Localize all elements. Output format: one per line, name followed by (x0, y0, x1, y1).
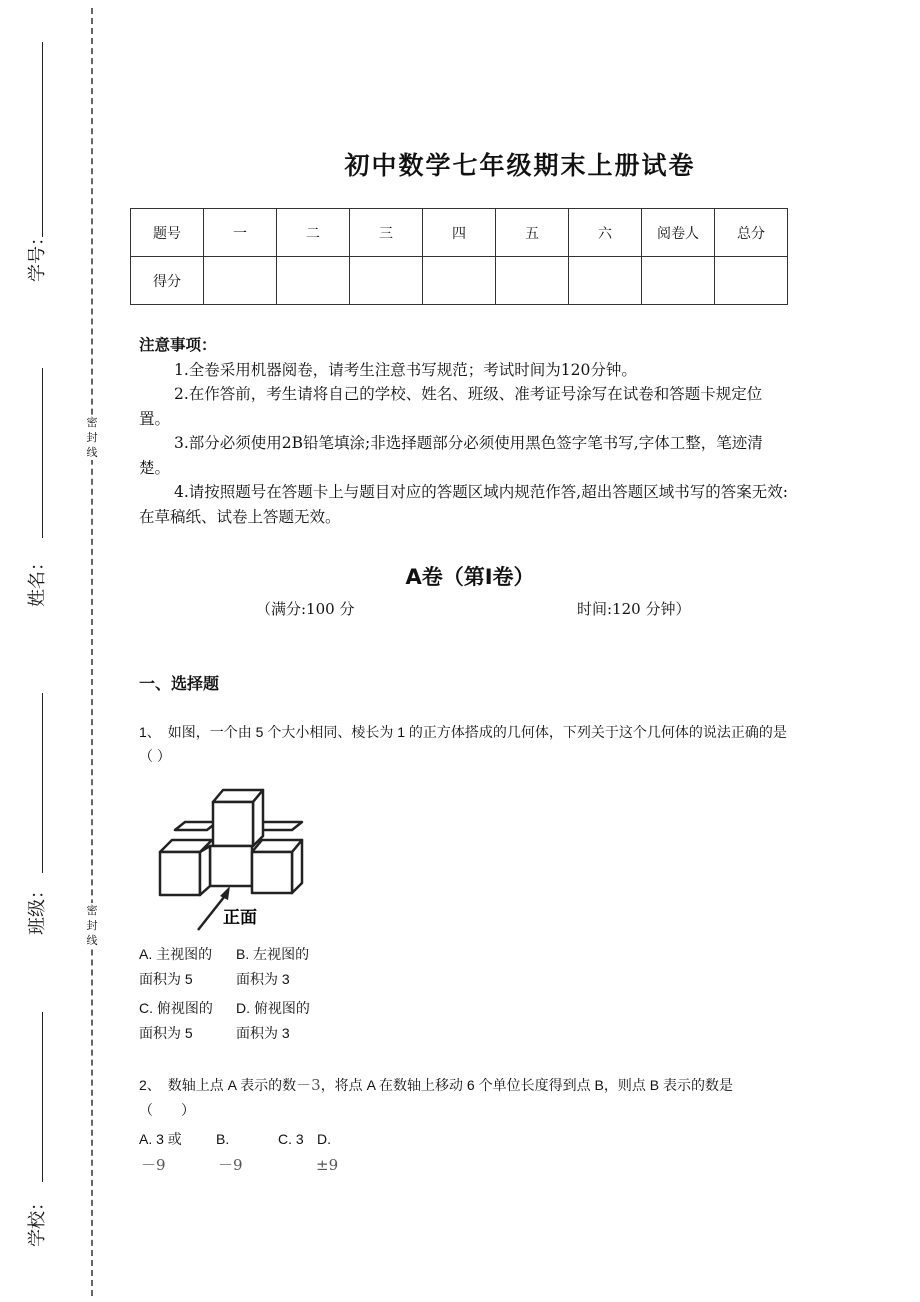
score-cell (569, 257, 642, 305)
score-header-cell: 二 (277, 209, 350, 257)
cube-top-face (252, 840, 302, 852)
score-table-score-row (131, 257, 788, 305)
exam-title: 初中数学七年级期末上册试卷 (344, 151, 696, 180)
option-a-line1: A. 主视图的 (139, 946, 213, 962)
score-header-cell: 总分 (715, 209, 788, 257)
name-blank-line (42, 368, 43, 538)
school-blank-line (42, 1012, 43, 1182)
section-a-title: A卷（第Ⅰ卷） (405, 565, 535, 589)
cube-front-face (160, 852, 200, 895)
q2-option-b: B. (216, 1131, 230, 1147)
score-cell (496, 257, 569, 305)
score-header-cell: 三 (350, 209, 423, 257)
q2-option-b-math: －9 (218, 1156, 243, 1174)
score-cell (277, 257, 350, 305)
question-2-paren: （ ） (139, 1102, 195, 1118)
name-label: 姓名： (27, 553, 48, 607)
cube-top-face (175, 822, 217, 830)
score-cell (642, 257, 715, 305)
seal-line-text-lower: 密封线 (84, 903, 100, 948)
score-table (130, 208, 788, 305)
score-header-cell: 题号 (131, 209, 204, 257)
option-d-line2: 面积为 3 (236, 1025, 290, 1041)
score-cell (715, 257, 788, 305)
cube-front-face (213, 802, 253, 846)
seal-line-text-upper: 密封线 (84, 415, 100, 460)
binding-dashed-line (91, 8, 93, 1296)
class-blank-line (42, 693, 43, 873)
option-b-line2: 面积为 3 (236, 971, 290, 987)
q2-option-d-math: ±9 (316, 1156, 339, 1174)
cube-front-face (210, 846, 252, 886)
score-row-label: 得分 (131, 257, 204, 305)
question-2-text-after: ，将点 A 在数轴上移动 6 个单位长度得到点 B，则点 B 表示的数是 (320, 1077, 733, 1093)
option-c-line2: 面积为 5 (139, 1025, 193, 1041)
score-cell (423, 257, 496, 305)
notice-item: 2.在作答前，考生请将自己的学校、姓名、班级、准考证号涂写在试卷和答题卡规定位置。 (139, 385, 763, 428)
option-a-line2: 面积为 5 (139, 971, 193, 987)
option-c-line1: C. 俯视图的 (139, 1000, 213, 1016)
score-cell (350, 257, 423, 305)
notice-item: 1.全卷采用机器阅卷，请考生注意书写规范；考试时间为120分钟。 (174, 360, 637, 379)
class-label: 班级： (27, 881, 48, 935)
question-2-text-before: 2、 数轴上点 A 表示的数 (139, 1077, 297, 1093)
exam-time: 时间:120 分钟） (577, 600, 691, 618)
notice-item: 4.请按照题号在答题卡上与题目对应的答题区域内规范作答,超出答题区域书写的答案无效:在草稿纸、试卷上答题无效。 (139, 483, 788, 526)
front-label: 正面 (223, 908, 257, 928)
q2-option-d: D. (317, 1131, 331, 1147)
score-cell (204, 257, 277, 305)
option-b-line1: B. 左视图的 (236, 946, 310, 962)
cube-side-face (200, 846, 210, 895)
notice-block (139, 333, 789, 529)
score-table-header-row (131, 209, 788, 257)
full-score: （满分:100 分 (256, 600, 355, 618)
notice-heading: 注意事项： (139, 335, 217, 354)
score-header-cell: 一 (204, 209, 277, 257)
notice-item: 3.部分必须使用2B铅笔填涂;非选择题部分必须使用黑色签字笔书写,字体工整，笔迹清楚。 (139, 434, 763, 477)
q2-option-a-math: －9 (141, 1156, 166, 1174)
cube-front-face (252, 852, 292, 893)
q2-option-a: A. 3 或 (139, 1131, 182, 1147)
q2-option-c: C. 3 (278, 1131, 304, 1147)
student-id-blank-line (42, 42, 43, 237)
school-label: 学校： (27, 1193, 48, 1247)
question-2-math-value: －3 (296, 1076, 321, 1094)
option-d-line1: D. 俯视图的 (236, 1000, 310, 1016)
front-arrow-head (220, 886, 230, 900)
cube-figure (150, 780, 320, 935)
part-one-title: 一、选择题 (139, 674, 220, 693)
score-header-cell: 五 (496, 209, 569, 257)
cube-side-face (253, 790, 263, 846)
score-header-cell: 阅卷人 (642, 209, 715, 257)
question-2-text (139, 1073, 789, 1097)
score-header-cell: 六 (569, 209, 642, 257)
score-header-cell: 四 (423, 209, 496, 257)
student-id-label: 学号： (27, 228, 48, 282)
question-1-text: 1、 如图，一个由 5 个大小相同、棱长为 1 的正方体搭成的几何体，下列关于这个几何体的说法正确的是（ ） (139, 724, 787, 764)
